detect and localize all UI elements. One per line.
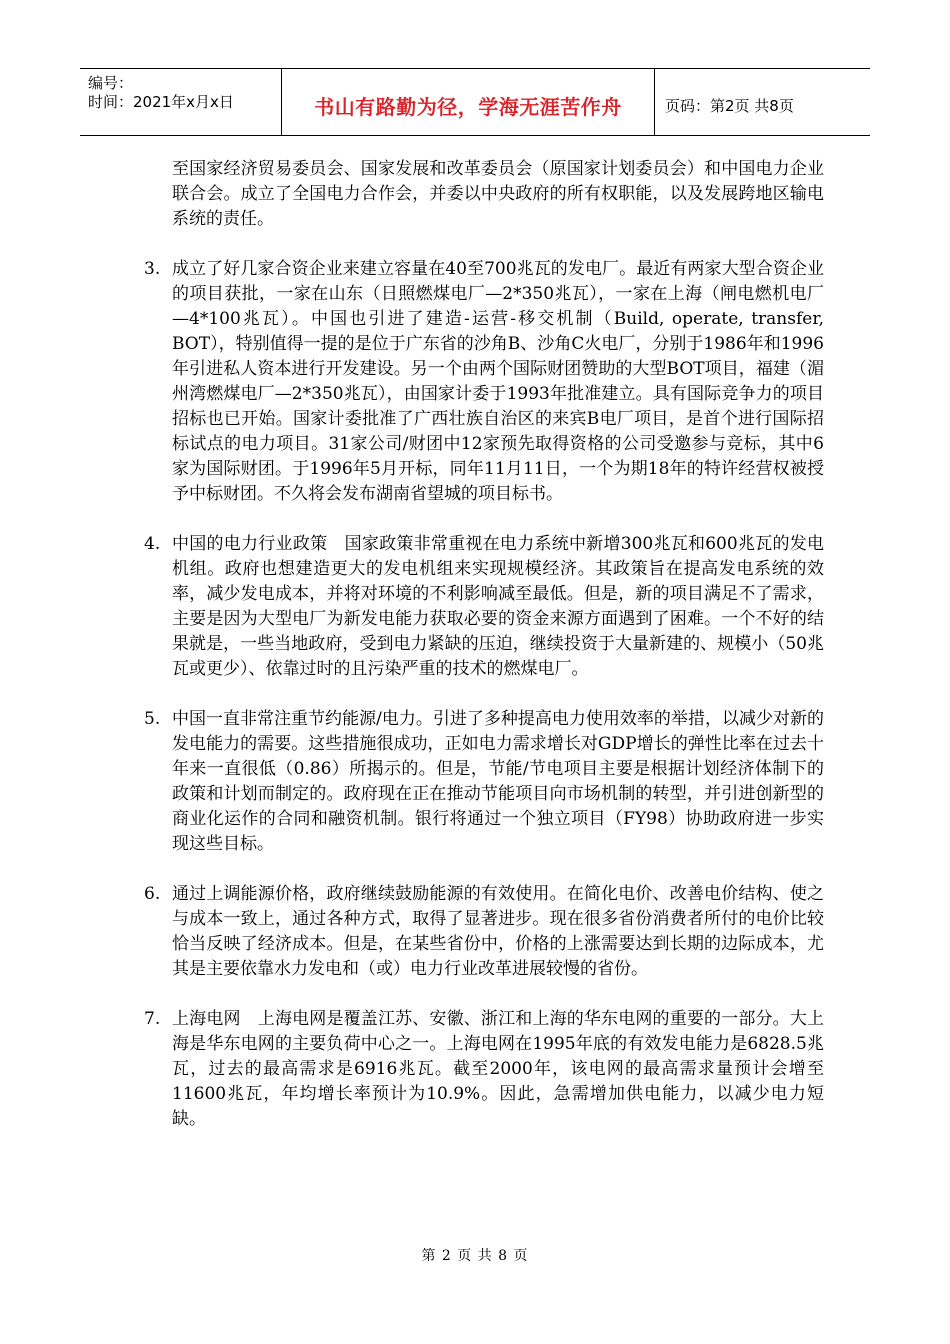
paragraph-text: 中国的电力行业政策 国家政策非常重视在电力系统中新增300兆瓦和600兆瓦的发电机组。政府也想建造更大的发电机组来实现规模经济。其政策旨在提高发电系统的效率，减少发电成本，并将对环境的不利影响减至最低。但是，新的项目满足不了需求，主要是因为大型电厂为新发电能力获取必要的资金来源方面遇到了困难。一个不好的结果就是，一些当地政府，受到电力紧缺的压迫，继续投资于大量新建的、规模小（50兆瓦或更少）、依靠过时的且污染严重的技术的燃煤电厂。: [172, 534, 824, 679]
header-meta-cell: [80, 69, 282, 135]
date-label: 时间：2021年x月x日: [88, 93, 234, 111]
numbered-paragraph-5: [144, 707, 824, 857]
paragraph-text: 通过上调能源价格，政府继续鼓励能源的有效使用。在简化电价、改善电价结构、使之与成本一致上，通过各种方式，取得了显著进步。现在很多省份消费者所付的电价比较恰当反映了经济成本。但是，在某些省份中，价格的上涨需要达到长期的边际成本，尤其是主要依靠水力发电和（或）电力行业改革进展较慢的省份。: [172, 884, 824, 979]
numbered-paragraph-6: [144, 882, 824, 982]
footer-page-number: 第 2 页 共 8 页: [421, 1248, 529, 1264]
numbered-paragraph-7: [144, 1007, 824, 1132]
paragraph-text: 中国一直非常注重节约能源/电力。引进了多种提高电力使用效率的举措，以减少对新的发电能力的需要。这些措施很成功，正如电力需求增长对GDP增长的弹性比率在过去十年来一直很低（0.86）所揭示的。但是，节能/节电项目主要是根据计划经济体制下的政策和计划而制定的。政府现在正在推动节能项目向市场机制的转型，并引进创新型的商业化运作的合同和融资机制。银行将通过一个独立项目（FY98）协助政府进一步实现这些目标。: [172, 709, 824, 854]
paragraph-text: 成立了好几家合资企业来建立容量在40至700兆瓦的发电厂。最近有两家大型合资企业的项目获批，一家在山东（日照燃煤电厂—2*350兆瓦），一家在上海（闸电燃机电厂—4*100兆瓦）。中国也引进了建造-运营-移交机制（Build, operate, transfer, BOT），特别值得一提的是位于广东省的沙角B、沙角C火电厂，分别于1986年和1996年引进私人资本进行开发建设。另一个由两个国际财团赞助的大型BOT项目，福建（湄州湾燃煤电厂—2*350兆瓦），由国家计委于1993年批准建立。具有国际竞争力的项目招标也已开始。国家计委批准了广西壮族自治区的来宾B电厂项目，是首个进行国际招标试点的电力项目。31家公司/财团中12家预先取得资格的公司受邀参与竞标，其中6家为国际财团。于1996年5月开标，同年11月11日，一个为期18年的特许经营权被授予中标财团。不久将会发布湖南省望城的项目标书。: [172, 259, 824, 504]
paragraph-text: 上海电网 上海电网是覆盖江苏、安徽、浙江和上海的华东电网的重要的一部分。大上海是华东电网的主要负荷中心之一。上海电网在1995年底的有效发电能力是6828.5兆瓦，过去的最高需求是6916兆瓦。截至2000年，该电网的最高需求量预计会增至11600兆瓦，年均增长率预计为10.9%。因此，急需增加供电能力，以减少电力短缺。: [172, 1009, 824, 1129]
page-footer: [0, 1245, 950, 1265]
motto-text: 书山有路勤为径，学海无涯苦作舟: [314, 94, 622, 119]
page-number-label: 页码：第2页 共8页: [665, 96, 794, 115]
intro-paragraph: [144, 157, 824, 232]
numbered-paragraph-3: [144, 257, 824, 507]
document-body: [144, 157, 824, 1157]
paragraph-number: 5.: [144, 709, 161, 729]
header-page-cell: [655, 69, 870, 135]
paragraph-number: 7.: [144, 1009, 161, 1029]
serial-number-label: 编号：: [88, 74, 134, 92]
header-motto-cell: [282, 69, 655, 135]
paragraph-text: 至国家经济贸易委员会、国家发展和改革委员会（原国家计划委员会）和中国电力企业联合会。成立了全国电力合作会，并委以中央政府的所有权职能，以及发展跨地区输电系统的责任。: [172, 159, 824, 229]
numbered-paragraph-4: [144, 532, 824, 682]
paragraph-number: 4.: [144, 534, 161, 554]
paragraph-number: 3.: [144, 259, 161, 279]
paragraph-number: 6.: [144, 884, 161, 904]
page-header: [80, 68, 870, 136]
